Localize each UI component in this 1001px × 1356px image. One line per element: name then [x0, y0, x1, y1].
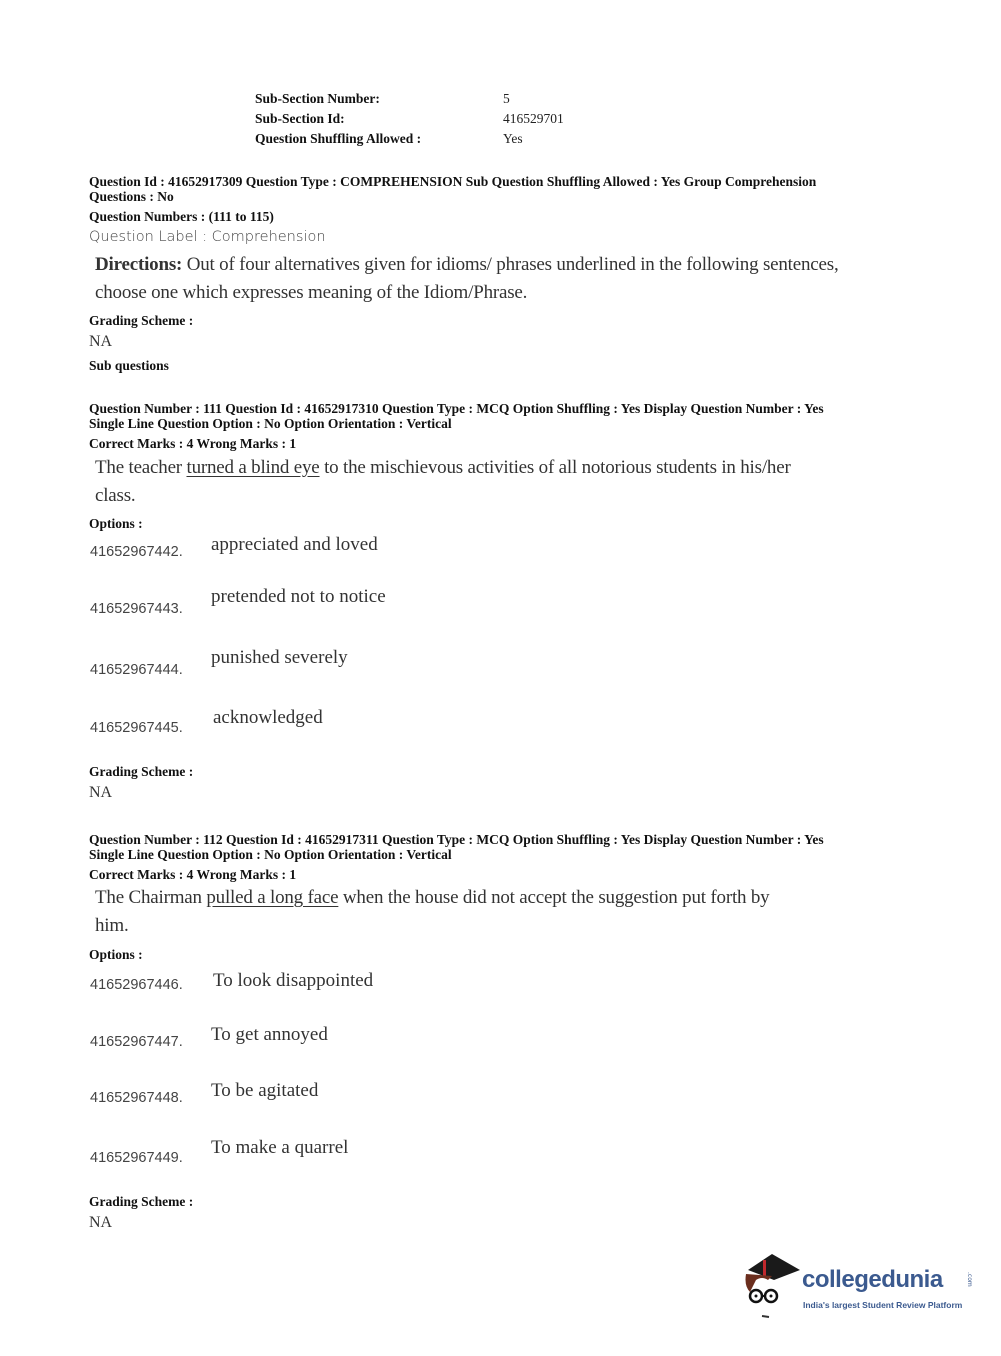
grading-scheme-label: Grading Scheme :	[89, 313, 194, 328]
question-marks: Correct Marks : 4 Wrong Marks : 1	[89, 867, 297, 882]
subsection-id-value: 416529701	[503, 111, 564, 126]
option-text: punished severely	[211, 647, 348, 668]
question-numbers: Question Numbers : (111 to 115)	[89, 209, 274, 224]
options-label: Options :	[89, 516, 143, 531]
sub-questions-heading: Sub questions	[89, 358, 169, 373]
option-text: acknowledged	[213, 707, 323, 728]
directions-label: Directions:	[95, 254, 183, 275]
grading-scheme-value: NA	[89, 333, 113, 350]
directions-text: Out of four alternatives given for idioms/ phrases underlined in the following sentences,	[182, 254, 839, 275]
question-marks: Correct Marks : 4 Wrong Marks : 1	[89, 436, 297, 451]
logo-tagline: India's largest Student Review Platform	[803, 1300, 963, 1310]
question-header-line2: Single Line Question Option : No Option Orientation : Vertical	[89, 847, 452, 862]
question-text-line2: class.	[95, 485, 136, 506]
logo-suffix: .com	[966, 1272, 973, 1287]
grading-scheme-label: Grading Scheme :	[89, 764, 194, 779]
option-id: 41652967443.	[90, 601, 183, 617]
option-text: To be agitated	[211, 1080, 319, 1101]
options-label: Options :	[89, 947, 143, 962]
option-id: 41652967449.	[90, 1150, 183, 1166]
option-id: 41652967446.	[90, 977, 183, 993]
group-header-line2: Questions : No	[89, 189, 174, 204]
option-id: 41652967448.	[90, 1090, 183, 1106]
question-text-pre: The teacher	[95, 457, 187, 478]
question-header-line1: Question Number : 112 Question Id : 41652917311 Question Type : MCQ Option Shuffling : Yes Display Question Number : Yes	[89, 832, 824, 847]
logo-wordmark: collegedunia	[802, 1266, 943, 1293]
option-id: 41652967442.	[90, 544, 183, 560]
question-header-line2: Single Line Question Option : No Option Orientation : Vertical	[89, 416, 452, 431]
option-id: 41652967447.	[90, 1034, 183, 1050]
directions-line1	[95, 255, 839, 274]
question-header-line1: Question Number : 111 Question Id : 41652917310 Question Type : MCQ Option Shuffling : Yes Display Question Number : Yes	[89, 401, 824, 416]
subsection-number-value: 5	[503, 91, 510, 106]
question-text-post: to the mischievous activities of all notorious students in his/her	[319, 457, 791, 478]
grading-scheme-value: NA	[89, 784, 113, 801]
question-shuffling-value: Yes	[503, 131, 523, 146]
question-text-line1	[95, 458, 791, 477]
group-header-line1: Question Id : 41652917309 Question Type : COMPREHENSION Sub Question Shuffling Allowed : Yes Group Comprehension	[89, 174, 817, 189]
subsection-id-label: Sub-Section Id:	[255, 111, 345, 126]
grading-scheme-value: NA	[89, 1214, 113, 1231]
option-text: pretended not to notice	[211, 586, 386, 607]
option-text: To make a quarrel	[211, 1137, 349, 1158]
option-id: 41652967444.	[90, 662, 183, 678]
question-text-post: when the house did not accept the suggestion put forth by	[338, 887, 770, 908]
grading-scheme-label: Grading Scheme :	[89, 1194, 194, 1209]
question-text-pre: The Chairman	[95, 887, 207, 908]
question-shuffling-label: Question Shuffling Allowed :	[255, 131, 422, 146]
option-text: To look disappointed	[213, 970, 374, 991]
option-text: appreciated and loved	[211, 534, 378, 555]
underlined-idiom: turned a blind eye	[186, 457, 320, 478]
mascot-icon	[742, 1250, 804, 1320]
question-label: Question Label : Comprehension	[89, 229, 326, 245]
question-text-line2: him.	[95, 915, 129, 936]
underlined-idiom: pulled a long face	[206, 887, 339, 908]
option-id: 41652967445.	[90, 720, 183, 736]
question-text-line1	[95, 888, 769, 907]
subsection-number-label: Sub-Section Number:	[255, 91, 380, 106]
directions-line2: choose one which expresses meaning of the Idiom/Phrase.	[95, 282, 528, 303]
option-text: To get annoyed	[211, 1024, 328, 1045]
